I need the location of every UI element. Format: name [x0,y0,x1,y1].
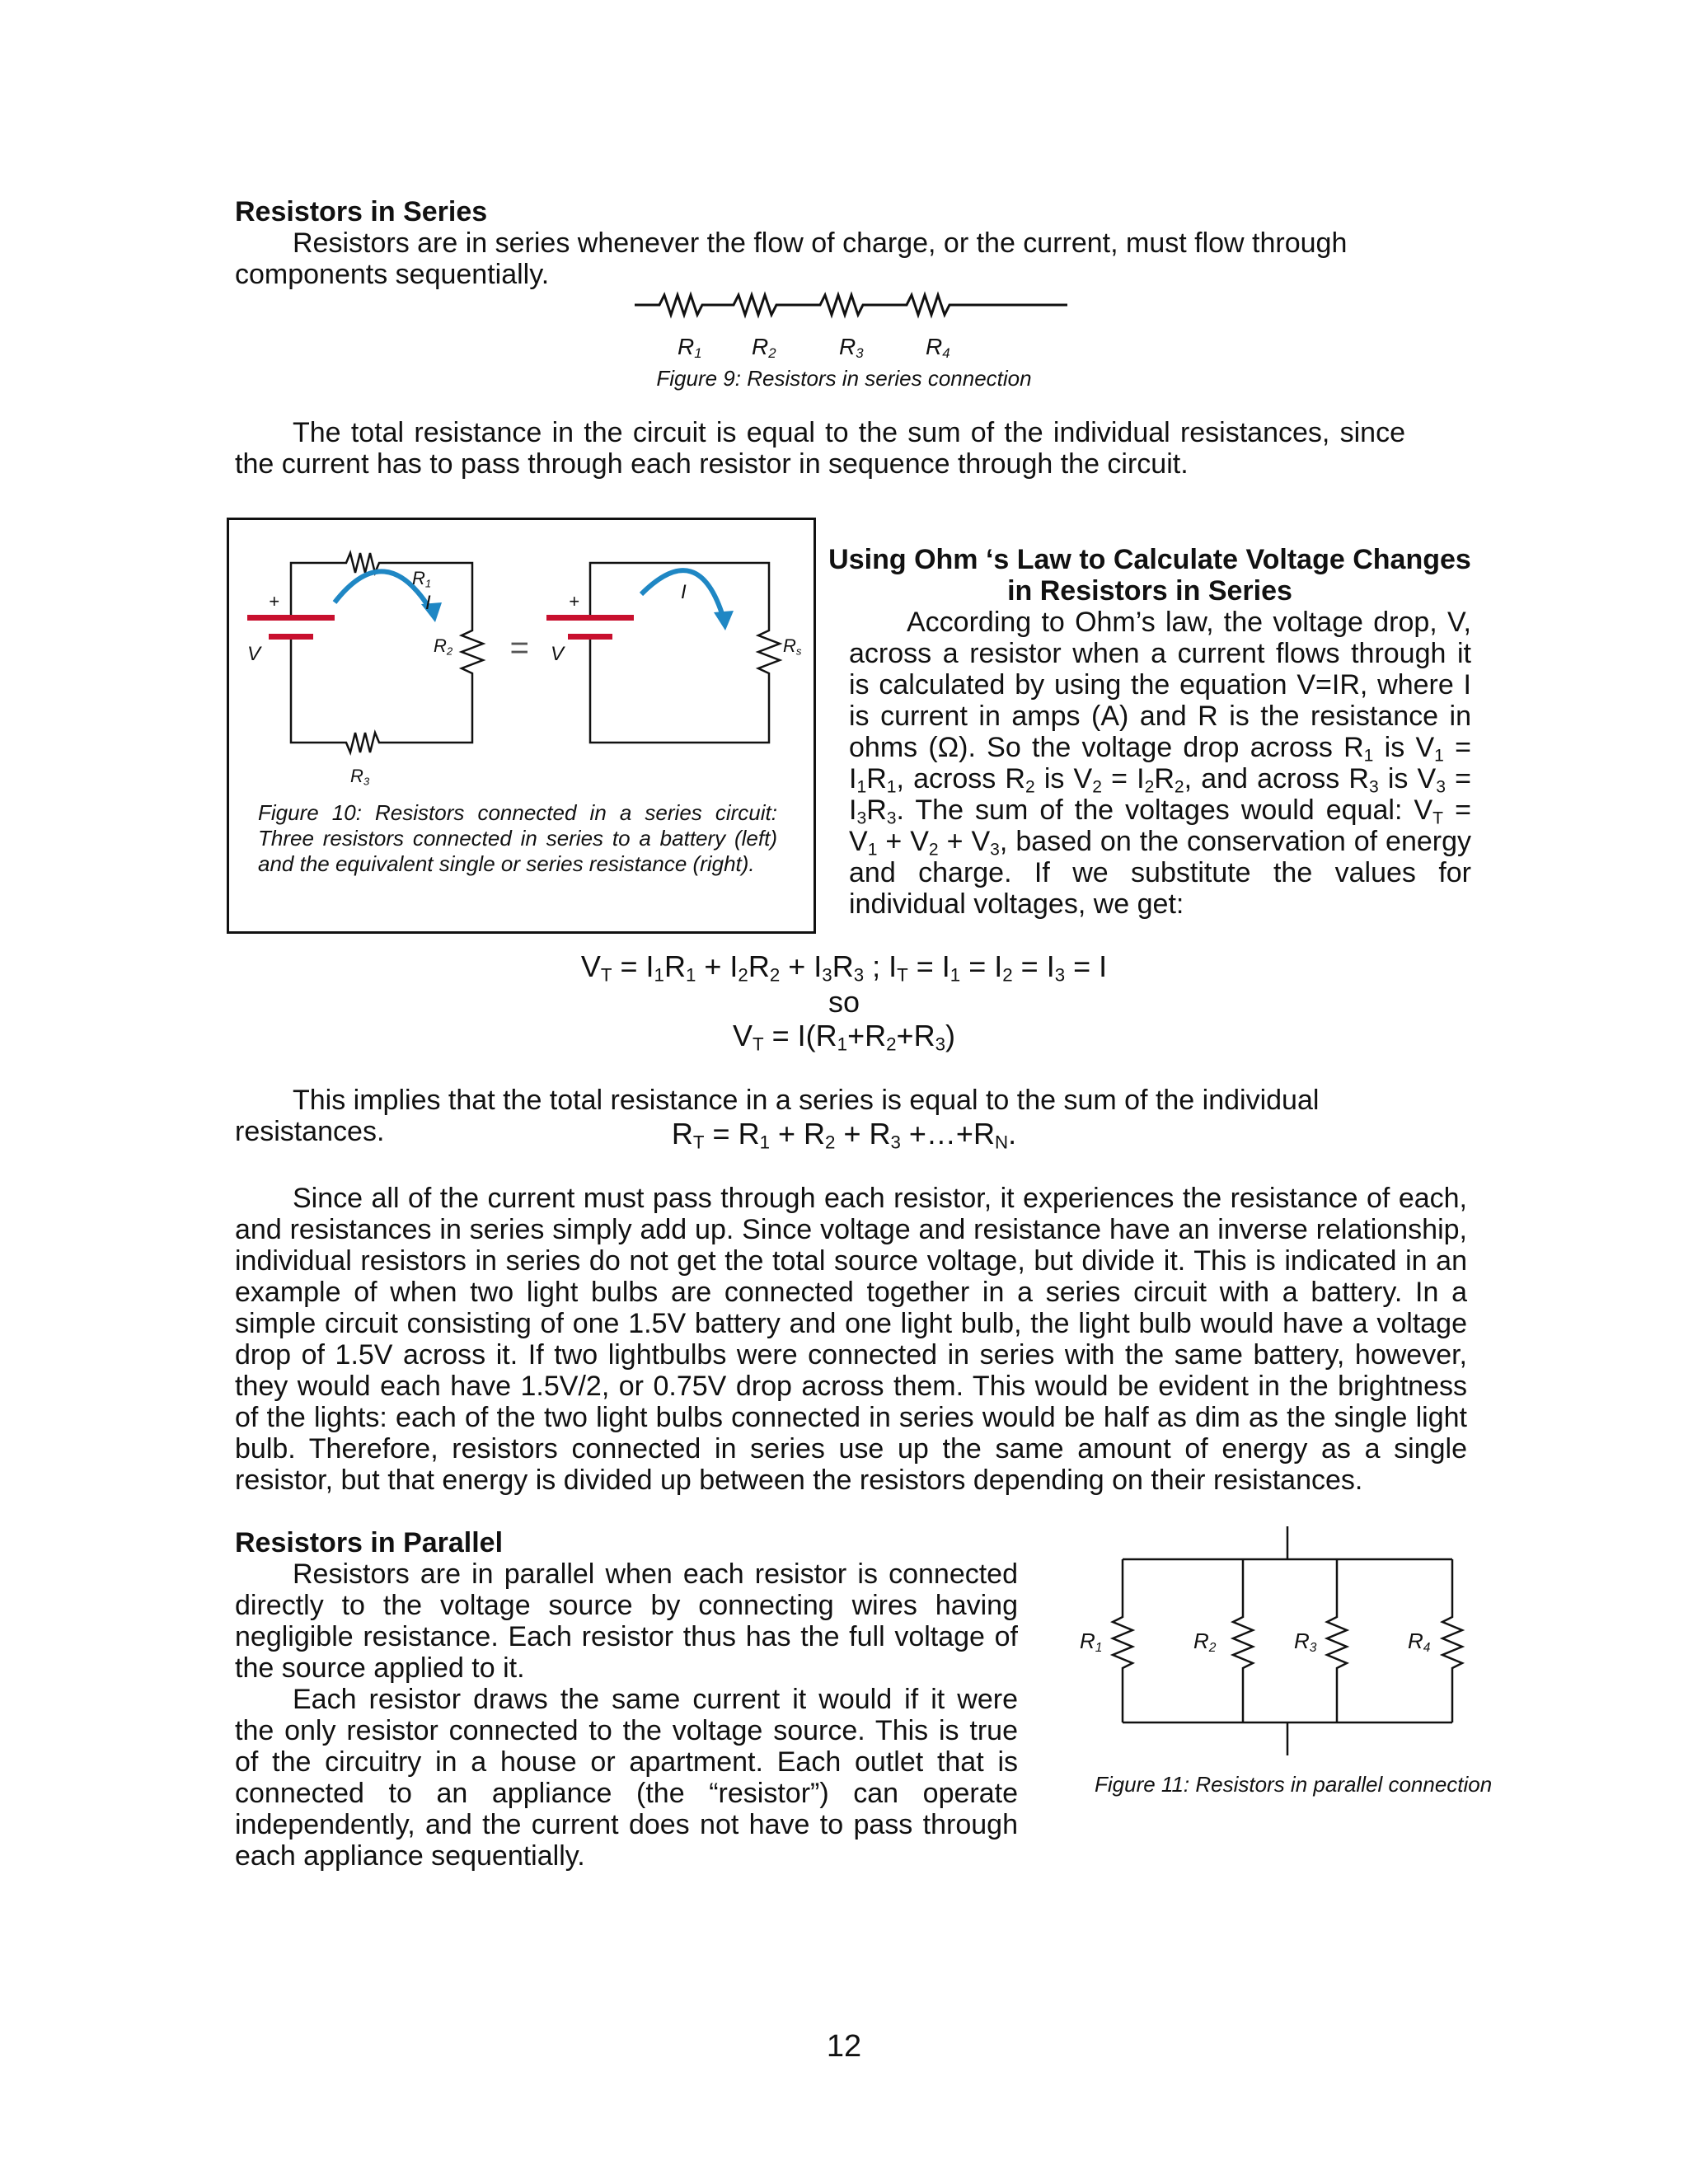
series-intro-paragraph: Resistors are in series whenever the flow of charge, or the current, must flow through components sequentially. [235,227,1348,290]
fig9-label-r2: R2 [752,334,776,362]
heading-ohms-law-series: Using Ohm ‘s Law to Calculate Voltage Changes in Resistors in Series [828,544,1471,607]
fig10-i-right: I [681,581,687,603]
fig10-v-left: V [247,643,261,665]
heading-resistors-in-series: Resistors in Series [235,196,488,227]
fig9-label-r1: R1 [678,334,702,362]
fig9-label-r4: R4 [926,334,950,362]
current-energy-paragraph: Since all of the current must pass through each resistor, it experiences the resistance of each, and resistances in series simply add up. Since voltage and resistance have an inverse relationship, individual resistors in series do not get the total source voltage, but divide it. This is indicated in an example of when two light bulbs are connected together in a series circuit with a battery. In a simple circuit consisting of one 1.5V battery and one light bulb, the light bulb would have a voltage drop of 1.5V across it. If two lightbulbs were connected in series with the same battery, however, they would each have 1.5V/2, or 0.75V drop across them. This would be evident in the brightness of the lights: each of the two light bulbs connected in series would be half as dim as the single light bulb. Therefore, resistors connected in series use up the same amount of energy as a single resistor, but that energy is divided up between the resistors depending on their resistances. [235,1183,1467,1496]
left-battery-short-plate [269,634,313,640]
fig11-label-r1: R1 [1080,1629,1103,1655]
figure-11-parallel-diagram [1071,1525,1484,1764]
fig10-rs-label: Rs [783,635,802,658]
fig11-label-r4: R4 [1408,1629,1431,1655]
equation-voltage-factored: $V_T = I(R_1+R_2+R_3)$ [733,1019,955,1055]
fig10-r1-label: R1 [412,568,432,590]
left-circuit-wire [291,553,483,752]
fig10-equals-sign: = [509,630,529,666]
fig10-v-right: V [551,643,565,665]
series-wire-resistor-chain [635,295,1067,315]
fig9-label-r3: R3 [839,334,864,362]
figure-10-circuit-diagram [229,520,814,800]
fig10-plus-left: + [269,591,279,612]
fig11-label-r3: R3 [1294,1629,1317,1655]
fig11-label-r2: R2 [1193,1629,1217,1655]
equation-connector-so: so [828,985,860,1019]
total-resistance-paragraph: The total resistance in the circuit is equal to the sum of the individual resistances, since the current has to pass through each resistor in sequence through the circuit. [235,417,1405,480]
figure-10-caption: Figure 10: Resistors connected in a series circuit: Three resistors connected in series to a battery (left) and the equivalent single or series resistance (right). [258,800,777,876]
equation-voltage-total: $V_T = I_1R_1 + I_2R_2 + I_3R_3$ ; $I_T = I_1 = I_2 = I_3 = I$ [580,949,1108,986]
parallel-resistor-r2 [1233,1559,1253,1722]
implies-paragraph: This implies that the total resistance in a series is equal to the sum of the individual resistances. [235,1085,1320,1147]
parallel-resistor-r4 [1442,1559,1462,1722]
equation-total-resistance: $R_T = R_1 + R_2 + R_3$ $+\dots+R_N$. [671,1117,1017,1153]
figure-9-caption: Figure 9: Resistors in series connection [656,366,1032,391]
right-battery-long-plate [546,615,634,621]
figure-9-series-diagram [626,280,1076,371]
fig10-plus-right: + [569,591,579,612]
heading-resistors-in-parallel: Resistors in Parallel [235,1527,504,1558]
right-battery-short-plate [568,634,612,640]
figure-10-box [227,518,816,934]
page-number: 12 [826,2029,862,2064]
parallel-paragraph-2: Each resistor draws the same current it would if it were the only resistor connected to the voltage source. This is true of the circuitry in a house or apartment. Each outlet that is connected to an appliance (the “resistor”) can operate independently, and the current does not have to pass through each appliance sequentially. [235,1684,1018,1872]
parallel-resistor-r3 [1327,1559,1347,1722]
left-battery-long-plate [247,615,335,621]
parallel-resistor-r1 [1113,1559,1132,1722]
left-current-arrowhead [421,602,442,622]
right-current-arrowhead [714,611,734,630]
parallel-paragraph-1: Resistors are in parallel when each resistor is connected directly to the voltage source by connecting wires having negligible resistance. Each resistor thus has the full voltage of the source applied to it. [235,1558,1018,1684]
fig10-r2-label: R2 [434,635,453,658]
fig10-i-left: I [425,592,431,614]
ohms-law-paragraph: According to Ohm’s law, the voltage drop, V, across a resistor when a current flows through it is calculated by using the equation V=IR, where I is current in amps (A) and R is the resistance in ohms (Ω). So the voltage drop across $R_1$ is $V_1 = I_1R_1$, across $R_2$ is $V_2 = I_2R_2$, and across $R_3$ is $V_3 = I_3R_3$. The sum of the voltages would equal: $V_T = V_1 + V_2 + V_3$, based on the conservation of energy and charge. If we substitute the values for individual voltages, we get: [849,607,1472,920]
figure-11-caption: Figure 11: Resistors in parallel connection [1095,1772,1493,1797]
fig10-r3-label: R3 [350,766,370,788]
